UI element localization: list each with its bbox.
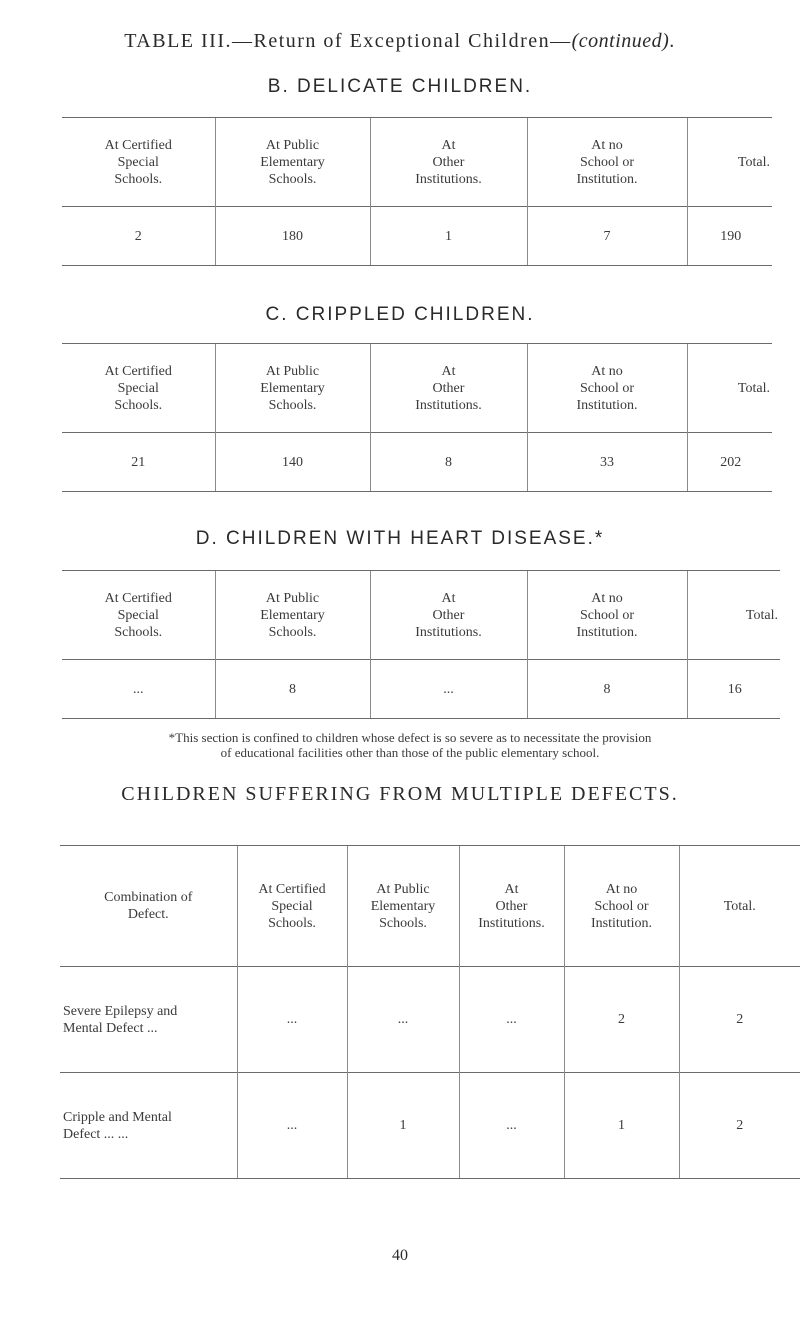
col-other-institutions: At Other Institutions. xyxy=(370,344,527,433)
table-header-row xyxy=(62,118,772,207)
multiple-defects-heading: CHILDREN SUFFERING FROM MULTIPLE DEFECTS. xyxy=(121,783,679,805)
col-total: Total. xyxy=(679,846,800,967)
col-combination-of-defect: Combination of Defect. xyxy=(60,846,237,967)
value-public-elementary: 180 xyxy=(215,207,370,266)
value-no-school: 2 xyxy=(564,967,679,1073)
footnote-line-1: *This section is confined to children whose defect is so severe as to necessitate the provision xyxy=(168,730,652,745)
col-other-institutions: At Other Institutions. xyxy=(370,118,527,207)
value-total: 202 xyxy=(687,433,772,492)
col-public-elementary: At Public Elementary Schools. xyxy=(347,846,459,967)
section-c-heading: C. CRIPPLED CHILDREN. xyxy=(265,304,535,325)
footnote xyxy=(70,730,750,760)
table-row xyxy=(62,660,780,719)
row-label-epilepsy: Severe Epilepsy and Mental Defect ... xyxy=(60,967,237,1073)
col-public-elementary: At Public Elementary Schools. xyxy=(215,344,370,433)
col-total: Total. xyxy=(687,571,780,660)
col-no-school: At no School or Institution. xyxy=(527,344,687,433)
col-other-institutions: At Other Institutions. xyxy=(459,846,564,967)
col-certified-special: At Certified Special Schools. xyxy=(62,344,215,433)
value-total: 2 xyxy=(679,967,800,1073)
table-row xyxy=(62,207,772,266)
footnote-line-2: of educational facilities other than those of the public elementary school. xyxy=(220,745,600,760)
col-public-elementary: At Public Elementary Schools. xyxy=(215,571,370,660)
section-b-heading: B. DELICATE CHILDREN. xyxy=(267,76,533,97)
table-header-row xyxy=(60,846,800,967)
heart-disease-table xyxy=(62,570,780,719)
col-no-school: At no School or Institution. xyxy=(564,846,679,967)
col-certified-special: At Certified Special Schools. xyxy=(62,118,215,207)
value-other-institutions: ... xyxy=(459,1073,564,1179)
col-total: Total. xyxy=(687,344,772,433)
section-d-heading: D. CHILDREN WITH HEART DISEASE.* xyxy=(195,528,605,549)
title-end: . xyxy=(669,30,676,52)
table-row xyxy=(62,433,772,492)
col-certified-special: At Certified Special Schools. xyxy=(62,571,215,660)
value-no-school: 1 xyxy=(564,1073,679,1179)
value-other-institutions: ... xyxy=(459,967,564,1073)
value-certified-special: ... xyxy=(237,1073,347,1179)
value-no-school: 7 xyxy=(527,207,687,266)
value-total: 190 xyxy=(687,207,772,266)
col-total: Total. xyxy=(687,118,772,207)
value-certified-special: ... xyxy=(62,660,215,719)
page-number: 40 xyxy=(392,1247,408,1264)
crippled-children-table xyxy=(62,343,772,492)
value-total: 2 xyxy=(679,1073,800,1179)
value-other-institutions: 8 xyxy=(370,433,527,492)
value-certified-special: 21 xyxy=(62,433,215,492)
value-certified-special: 2 xyxy=(62,207,215,266)
value-public-elementary: 140 xyxy=(215,433,370,492)
col-public-elementary: At Public Elementary Schools. xyxy=(215,118,370,207)
table-row xyxy=(60,1073,800,1179)
table-row xyxy=(60,967,800,1073)
table-header-row xyxy=(62,344,772,433)
value-public-elementary: 8 xyxy=(215,660,370,719)
multiple-defects-table xyxy=(60,845,800,1179)
value-other-institutions: 1 xyxy=(370,207,527,266)
value-certified-special: ... xyxy=(237,967,347,1073)
delicate-children-table xyxy=(62,117,772,266)
title-continued: (continued) xyxy=(571,30,670,52)
value-public-elementary: ... xyxy=(347,967,459,1073)
col-no-school: At no School or Institution. xyxy=(527,118,687,207)
value-total: 16 xyxy=(687,660,780,719)
table-header-row xyxy=(62,571,780,660)
row-label-cripple: Cripple and Mental Defect ... ... xyxy=(60,1073,237,1179)
col-certified-special: At Certified Special Schools. xyxy=(237,846,347,967)
value-no-school: 33 xyxy=(527,433,687,492)
col-other-institutions: At Other Institutions. xyxy=(370,571,527,660)
page-title xyxy=(0,30,800,53)
value-public-elementary: 1 xyxy=(347,1073,459,1179)
title-text: TABLE III.—Return of Exceptional Children— xyxy=(124,30,572,52)
value-no-school: 8 xyxy=(527,660,687,719)
value-other-institutions: ... xyxy=(370,660,527,719)
col-no-school: At no School or Institution. xyxy=(527,571,687,660)
